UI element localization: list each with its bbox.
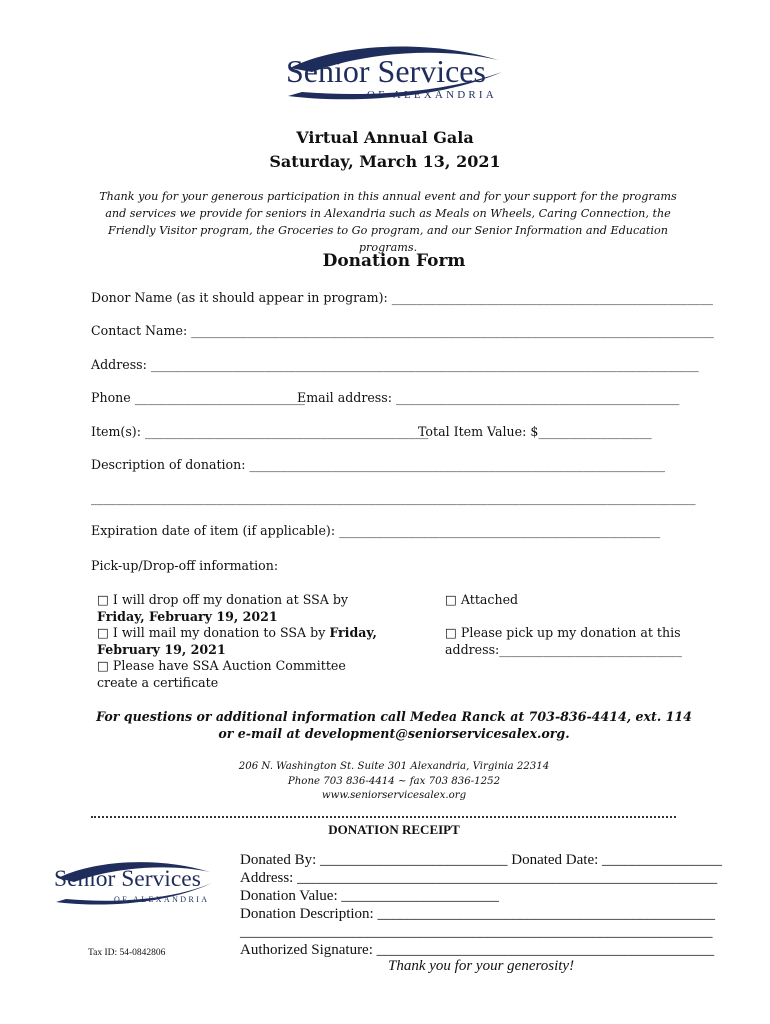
questions-note: For questions or additional information call Medea Ranck at 703-836-4414, ext. 114 or e-mail at development@seniorservicesalex.org. (96, 709, 692, 741)
contact-street: 206 N. Washington St. Suite 301 Alexandria, Virginia 22314 (238, 761, 550, 772)
address-field: Address: _______________________________________________________________________________________ (91, 357, 699, 372)
event-date: Saturday, March 13, 2021 (269, 152, 501, 171)
description-field: Description of donation: __________________________________________________________________ (91, 457, 666, 472)
tax-id: Tax ID: 54-0842806 (88, 948, 166, 958)
contact-website[interactable]: www.seniorservicesalex.org (321, 790, 467, 801)
event-name: Virtual Annual Gala (296, 128, 474, 147)
receipt-title: DONATION RECEIPT (328, 822, 460, 837)
contact-phone-fax: Phone 703 836-4414 ~ fax 703 836-1252 (287, 775, 501, 787)
option-dropoff[interactable] (97, 592, 397, 625)
receipt-address: Address: ________________________________________________________ (240, 870, 718, 886)
option-mail[interactable] (97, 625, 397, 658)
items-field: Item(s): _____________________________________________ (91, 424, 429, 439)
option-mail-text: □ I will mail my donation to SSA by (97, 625, 330, 640)
description-line-2: ________________________________________________________________________________________________ (91, 490, 696, 505)
donor-name-field: Donor Name (as it should appear in program): ___________________________________________________ (91, 290, 713, 305)
option-dropoff-text: □ I will drop off my donation at SSA by (97, 592, 348, 607)
option-attached[interactable]: □ Attached (445, 592, 519, 607)
logo-bottom-sub-text: OF ALEXANDRIA (114, 895, 210, 904)
form-title: Donation Form (322, 251, 466, 271)
receipt-blank-line: _______________________________________________________________ (240, 924, 713, 940)
intro-paragraph: Thank you for your generous participation in this annual event and for your support for the programs and services we provide for seniors in Alexandria such as Meals on Wheels, Caring Connection, the Friendly Visitor program, the Groceries to Go program, and our Senior Information and Education programs. (99, 190, 677, 254)
logo-main-text: Senior Services (286, 53, 486, 89)
email-field: Email address: _____________________________________________ (297, 390, 680, 405)
receipt-signature: Authorized Signature: _____________________________________________ (240, 942, 715, 958)
cut-line-divider (91, 816, 676, 818)
pickup-label: Pick-up/Drop-off information: (91, 558, 279, 573)
expiration-field: Expiration date of item (if applicable): ___________________________________________________ (91, 523, 661, 538)
option-certificate[interactable]: □ Please have SSA Auction Committee create a certificate (97, 658, 346, 690)
logo-bottom (52, 856, 216, 908)
logo-sub-text: OF ALEXANDRIA (367, 89, 497, 101)
receipt-description: Donation Description: _____________________________________________ (240, 906, 715, 922)
option-pickup[interactable]: □ Please pick up my donation at this address:_____________________________ (445, 625, 682, 657)
event-header (0, 126, 770, 174)
logo-top (282, 38, 507, 104)
receipt-value: Donation Value: _____________________ (240, 888, 499, 904)
total-value-field: Total Item Value: $__________________ (418, 424, 652, 439)
receipt-donated-by: Donated By: _________________________ Donated Date: ________________ (240, 852, 723, 868)
option-dropoff-date: Friday, February 19, 2021 (97, 608, 278, 624)
phone-field: Phone ___________________________ (91, 390, 305, 405)
contact-name-field: Contact Name: ___________________________________________________________________________________ (91, 323, 714, 338)
receipt-thanks: Thank you for your generosity! (388, 958, 575, 974)
option-mail-date: Friday, February 19, 2021 (97, 625, 377, 657)
logo-bottom-main-text: Senior Services (54, 866, 201, 892)
contact-block (0, 760, 770, 804)
